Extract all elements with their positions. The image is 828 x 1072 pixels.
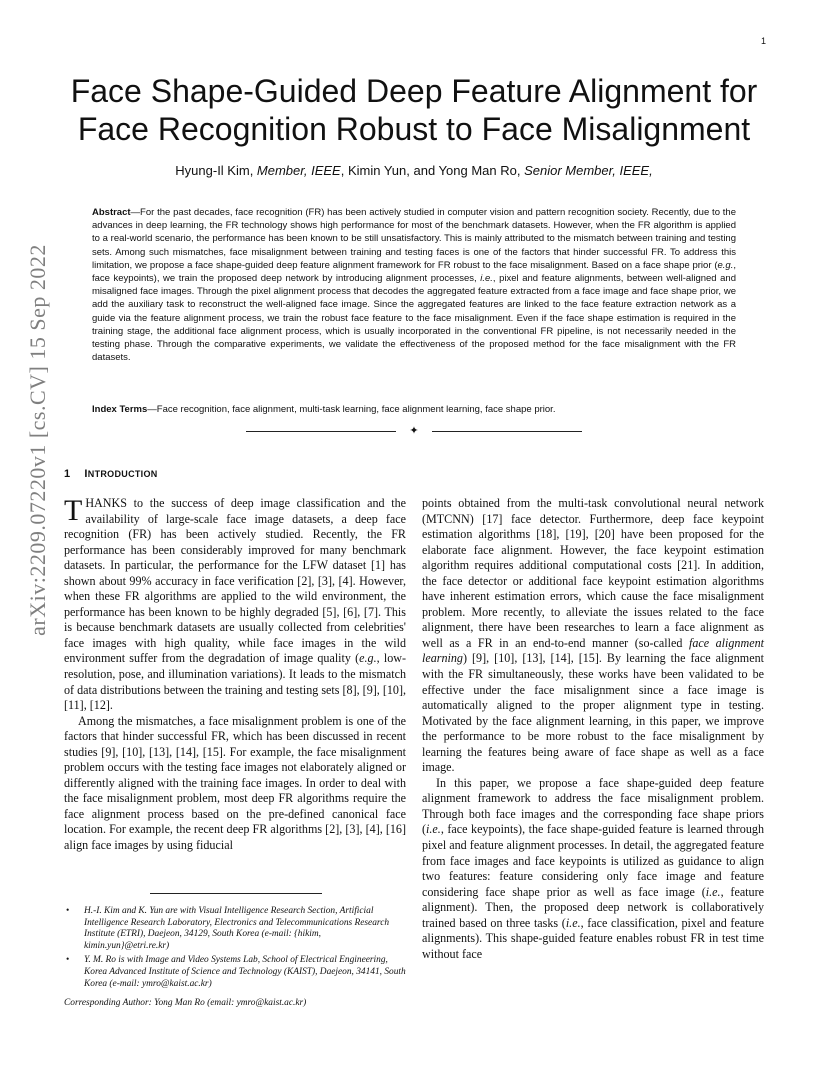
index-terms-label: Index Terms bbox=[92, 404, 148, 415]
section-heading-introduction bbox=[64, 468, 158, 480]
drop-cap: T bbox=[64, 494, 83, 527]
section-title-rest: NTRODUCTION bbox=[87, 469, 158, 479]
diamond-icon: ✦ bbox=[409, 425, 419, 437]
arxiv-id: arXiv:2209.07220v1 [cs.CV] 15 Sep 2022 bbox=[25, 244, 50, 636]
abstract-label: Abstract bbox=[92, 207, 131, 218]
left-paragraph-2: Among the mismatches, a face misalignment problem is one of the factors that hinder successful FR, which has been discussed in recent studies [9], [10], [13], [14], [15]. For example, the face misalignment problem occurs with the testing face images not elaborately aligned or differently aligned with the training face images. In order to deal with the face misalignment problem, most deep FR algorithms require the face alignment process based on the pre-defined canonical face location. For example, the recent deep FR algorithms [2], [3], [4], [16] align face images by using fiducial bbox=[64, 713, 406, 853]
index-terms: Index Terms—Face recognition, face alignment, multi-task learning, face alignment learning, face shape prior. bbox=[92, 404, 556, 415]
arxiv-watermark bbox=[18, 160, 58, 720]
bullet-icon: • bbox=[66, 906, 70, 916]
right-paragraph-2: In this paper, we propose a face shape-guided deep feature alignment framework to address the face misalignment problem. Through both face images and the corresponding face shape priors (i.e., face keypoints), the face shape-guided feature is learned through pixel and feature alignment processes. In detail, the aggregated feature from face images and face keypoints is utilized as guidance to align two features: feature considering only face image and feature considering face shape prior as well as face image (i.e., feature alignment). Then, the proposed deep network is collaboratively trained based on three tasks (i.e., face classification, pixel and feature alignments). This shape-guided feature enables robust FR in test time without face bbox=[422, 775, 764, 961]
footnote-item: • H.-I. Kim and K. Yun are with Visual Intelligence Research Section, Artificial Intelligence Research Laboratory, Electronics and Telecommunications Research Institute (ETRI), Daejeon, 34129, South Korea (e-mail: {hikim, kimin.yun}@etri.re.kr) bbox=[66, 906, 390, 951]
section-number: 1 bbox=[64, 468, 71, 480]
author-line bbox=[60, 163, 768, 178]
bullet-icon: • bbox=[66, 955, 70, 966]
page-number: 1 bbox=[760, 36, 766, 46]
footnote-rule bbox=[150, 893, 322, 894]
author-3-role: Senior Member, IEEE, bbox=[524, 163, 653, 178]
section-separator bbox=[246, 425, 582, 437]
author-2-3: , Kimin Yun, and Yong Man Ro, bbox=[340, 163, 525, 178]
section-title-first: I bbox=[84, 468, 88, 480]
left-paragraph-1: THANKS to the success of deep image classification and the availability of large-scale face image datasets, a deep face recognition (FR) has been actively studied. Recently, the FR performance has been considerably improved for many benchmark datasets. In particular, the performance for the LFW dataset [1] has shown about 99% accuracy in face verification [2], [3], [4]. However, when these FR algorithms are applied to the wild environment, the performance has been known to be highly degraded [5], [6], [7]. This is because benchmark datasets are usually collected from celebrities' face images with high quality, while face images in the wild environment suffer from the degradation of image quality (e.g., low-resolution, pose, and illumination variations). It leads to the mismatch of data distributions between the training and testing sets [8], [9], [10], [11], [12]. bbox=[64, 494, 406, 713]
author-1: Hyung-Il Kim, bbox=[175, 163, 257, 178]
author-1-role: Member, IEEE bbox=[256, 163, 341, 178]
footnotes bbox=[64, 906, 406, 1010]
separator-line-right bbox=[432, 431, 582, 432]
right-column bbox=[422, 496, 764, 962]
footnote-item: • Y. M. Ro is with Image and Video Systems Lab, School of Electrical Engineering, Korea Advanced Institute of Science and Technology (KAIST), Daejeon, 34141, South Korea (e-mail: ymro@kaist.ac.kr) bbox=[66, 955, 406, 989]
right-paragraph-1: points obtained from the multi-task convolutional neural network (MTCNN) [17] face detector. Furthermore, deep face keypoint estimation algorithms [18], [19], [20] have been proposed for the elaborate face alignment. However, the face keypoint estimation algorithm requires additional computational costs [21]. In addition, the face detector or additional face keypoint estimation algorithms have inherent estimation errors, which cause the face misalignment problem. More recently, to alleviate the issues related to the face alignment, there have been researches to learn a face alignment as well as a FR in an end-to-end manner (so-called face alignment learning) [9], [10], [13], [14], [15]. By learning the face alignment with the FR simultaneously, these works have been validated to be effective under the face misalignment since a face image is automatically aligned to the proper alignment type in testing. Motivated by the face alignment learning, in this paper, we improve the performance to be more robust to the face misalignment by learning the features being aware of face shape as well as a face image. bbox=[422, 496, 764, 775]
left-column bbox=[64, 496, 406, 854]
separator-line-left bbox=[246, 431, 396, 432]
abstract: Abstract—For the past decades, face recognition (FR) has been actively studied in computer vision and pattern recognition society. Recently, due to the advances in deep learning, the FR technology shows high performance for most of the benchmark datasets. However, when the FR algorithm is applied to a real-world scenario, the performance has been known to be still unsatisfactory. This is mainly attributed to the mismatch between training and testing sets. Among such mismatches, face misalignment between training and testing faces is one of the factors that hinder successful FR. To address this limitation, we propose a face shape-guided deep feature alignment framework for FR robust to the face misalignment. Based on a face shape prior (e.g., face keypoints), we train the proposed deep network by introducing alignment processes, i.e., pixel and feature alignments, between well-aligned and misaligned face images. Through the pixel alignment process that decodes the aggregated feature extracted from a face image and face shape prior, we add the auxiliary task to reconstruct the well-aligned face image. Since the aggregated features are linked to the face feature extraction network as a guide via the feature alignment process, we train the robust face feature to the face misalignment. Even if the face shape estimation is required in the training stage, the additional face alignment process, which is usually incorporated in the conventional FR pipeline, is not necessarily needed in the testing phase. Through the comparative experiments, we validate the effectiveness of the proposed method for the face misalignment with the FR datasets. bbox=[92, 207, 736, 364]
paper-title: Face Shape-Guided Deep Feature Alignment for Face Recognition Robust to Face Misalignment bbox=[70, 73, 758, 147]
corresponding-author: Corresponding Author: Yong Man Ro (email: ymro@kaist.ac.kr) bbox=[64, 998, 307, 1009]
